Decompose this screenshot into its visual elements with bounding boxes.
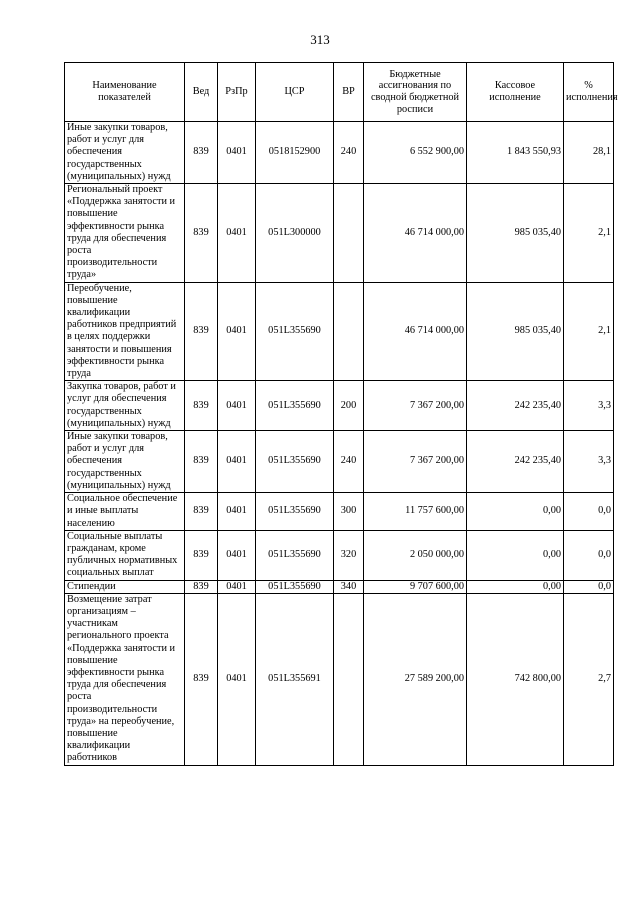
row-name: Иные закупки товаров, работ и услуг для обеспечения государственных (муниципальных) нужд	[65, 122, 185, 184]
row-csr: 0518152900	[256, 122, 334, 184]
page-number: 313	[310, 32, 330, 47]
header-cash: Кассовое исполнение	[467, 63, 564, 122]
row-percent: 2,1	[564, 184, 614, 283]
row-cash: 985 035,40	[467, 184, 564, 283]
row-percent: 0,0	[564, 493, 614, 531]
row-rzpr: 0401	[218, 184, 256, 283]
row-vr: 200	[334, 381, 364, 431]
row-vr	[334, 282, 364, 381]
row-csr: 051L355690	[256, 580, 334, 593]
row-percent: 28,1	[564, 122, 614, 184]
row-vr: 240	[334, 122, 364, 184]
row-cash: 0,00	[467, 530, 564, 580]
row-ved: 839	[185, 184, 218, 283]
row-csr: 051L355691	[256, 593, 334, 765]
row-percent: 0,0	[564, 530, 614, 580]
row-vr	[334, 593, 364, 765]
row-vr: 300	[334, 493, 364, 531]
row-csr: 051L355690	[256, 530, 334, 580]
row-ved: 839	[185, 282, 218, 381]
row-name: Иные закупки товаров, работ и услуг для обеспечения государственных (муниципальных) нужд	[65, 431, 185, 493]
row-rzpr: 0401	[218, 593, 256, 765]
row-ved: 839	[185, 593, 218, 765]
table-row	[65, 431, 614, 493]
header-csr: ЦСР	[256, 63, 334, 122]
row-csr: 051L355690	[256, 381, 334, 431]
row-cash: 742 800,00	[467, 593, 564, 765]
table-row	[65, 122, 614, 184]
table-row	[65, 493, 614, 531]
row-csr: 051L355690	[256, 431, 334, 493]
row-cash: 0,00	[467, 493, 564, 531]
row-ved: 839	[185, 122, 218, 184]
row-percent: 3,3	[564, 431, 614, 493]
row-name: Переобучение, повышение квалификации работников предприятий в целях поддержки занятости и повышения эффективности рынка труда	[65, 282, 185, 381]
row-vr: 240	[334, 431, 364, 493]
header-vr: ВР	[334, 63, 364, 122]
row-ved: 839	[185, 431, 218, 493]
row-budget: 2 050 000,00	[364, 530, 467, 580]
row-cash: 0,00	[467, 580, 564, 593]
header-percent: % исполнения	[564, 63, 614, 122]
row-budget: 7 367 200,00	[364, 381, 467, 431]
header-name: Наименование показателей	[65, 63, 185, 122]
row-rzpr: 0401	[218, 493, 256, 531]
row-name: Возмещение затрат организациям – участникам регионального проекта «Поддержка занятости и повышение эффективности рынка труда для обеспечения роста производительности труда» на переобучение, повышение квалификации работников	[65, 593, 185, 765]
row-ved: 839	[185, 530, 218, 580]
table-row	[65, 593, 614, 765]
row-vr: 340	[334, 580, 364, 593]
row-percent: 2,1	[564, 282, 614, 381]
row-name: Стипендии	[65, 580, 185, 593]
row-ved: 839	[185, 580, 218, 593]
row-cash: 1 843 550,93	[467, 122, 564, 184]
row-rzpr: 0401	[218, 530, 256, 580]
row-cash: 242 235,40	[467, 381, 564, 431]
row-name: Социальные выплаты гражданам, кроме публичных нормативных социальных выплат	[65, 530, 185, 580]
row-rzpr: 0401	[218, 282, 256, 381]
table-header-row	[65, 63, 614, 122]
row-percent: 2,7	[564, 593, 614, 765]
row-vr: 320	[334, 530, 364, 580]
row-name: Закупка товаров, работ и услуг для обеспечения государственных (муниципальных) нужд	[65, 381, 185, 431]
table-row	[65, 580, 614, 593]
table-row	[65, 530, 614, 580]
row-csr: 051L355690	[256, 493, 334, 531]
row-rzpr: 0401	[218, 381, 256, 431]
row-csr: 051L355690	[256, 282, 334, 381]
row-budget: 46 714 000,00	[364, 184, 467, 283]
table-row	[65, 381, 614, 431]
row-ved: 839	[185, 381, 218, 431]
row-budget: 7 367 200,00	[364, 431, 467, 493]
row-name: Региональный проект «Поддержка занятости и повышение эффективности рынка труда для обеспечения роста производительности труда»	[65, 184, 185, 283]
header-ved: Вед	[185, 63, 218, 122]
row-budget: 11 757 600,00	[364, 493, 467, 531]
table-row	[65, 282, 614, 381]
row-cash: 985 035,40	[467, 282, 564, 381]
header-rzpr: РзПр	[218, 63, 256, 122]
row-rzpr: 0401	[218, 580, 256, 593]
row-percent: 3,3	[564, 381, 614, 431]
row-budget: 27 589 200,00	[364, 593, 467, 765]
budget-execution-table	[64, 62, 618, 766]
row-csr: 051L300000	[256, 184, 334, 283]
row-ved: 839	[185, 493, 218, 531]
row-cash: 242 235,40	[467, 431, 564, 493]
row-budget: 46 714 000,00	[364, 282, 467, 381]
row-percent: 0,0	[564, 580, 614, 593]
row-rzpr: 0401	[218, 122, 256, 184]
header-budget: Бюджетные ассигнования по сводной бюджетной росписи	[364, 63, 467, 122]
row-budget: 6 552 900,00	[364, 122, 467, 184]
table-row	[65, 184, 614, 283]
row-budget: 9 707 600,00	[364, 580, 467, 593]
row-vr	[334, 184, 364, 283]
row-name: Социальное обеспечение и иные выплаты населению	[65, 493, 185, 531]
row-rzpr: 0401	[218, 431, 256, 493]
